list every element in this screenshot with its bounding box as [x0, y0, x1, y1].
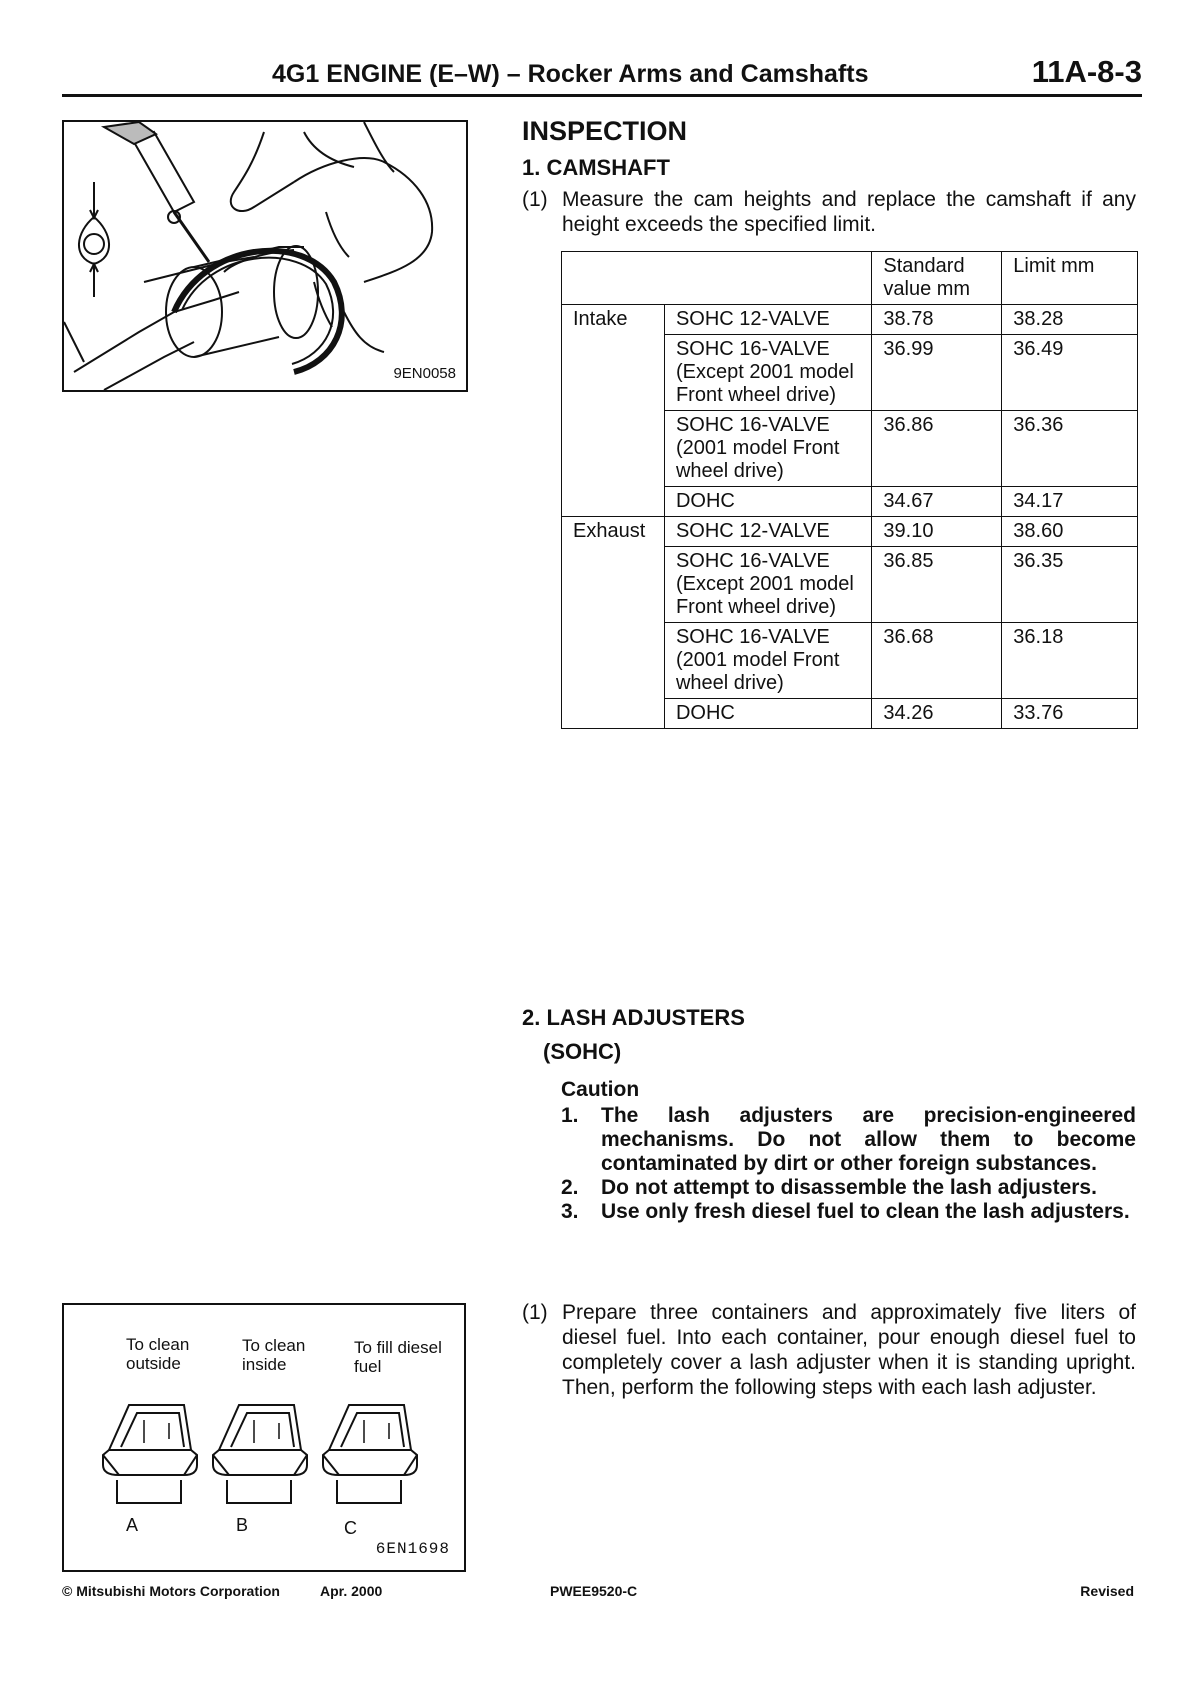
step-number: (1) [522, 188, 548, 211]
table-header-limit: Limit mm [1002, 252, 1138, 305]
table-row [562, 305, 1138, 335]
step-text: Prepare three containers and approximately five liters of diesel fuel. Into each container, pour enough diesel fuel to completely cover a lash adjuster when it is standing upright. Then, perform the following steps with each lash adjuster. [562, 1301, 1136, 1399]
cell-standard: 36.99 [872, 335, 1002, 411]
cell-type: SOHC 12-VALVE [664, 517, 871, 547]
cell-limit: 36.35 [1002, 547, 1138, 623]
footer-status: Revised [1080, 1583, 1134, 1599]
caution-item [561, 1176, 1136, 1200]
cell-standard: 36.85 [872, 547, 1002, 623]
footer-doc-number: PWEE9520-C [550, 1583, 638, 1599]
caution-title: Caution [561, 1078, 640, 1101]
cell-type: SOHC 16-VALVE (Except 2001 model Front wheel drive) [664, 335, 871, 411]
page-title: 4G1 ENGINE (E–W) – Rocker Arms and Camshafts [272, 60, 869, 88]
camshaft-heading: 1. CAMSHAFT [522, 155, 670, 180]
lash-adjusters-subheading: (SOHC) [543, 1039, 622, 1064]
caution-text: Do not attempt to disassemble the lash adjusters. [601, 1176, 1097, 1199]
tray-letter-c: C [344, 1518, 357, 1538]
cell-limit: 33.76 [1002, 699, 1138, 729]
cell-type: DOHC [664, 487, 871, 517]
caution-number: 2. [561, 1176, 579, 1199]
cell-limit: 36.36 [1002, 411, 1138, 487]
cell-type: DOHC [664, 699, 871, 729]
cell-standard: 36.86 [872, 411, 1002, 487]
cam-height-table [561, 251, 1138, 729]
step-number: (1) [522, 1301, 548, 1324]
caution-text: Use only fresh diesel fuel to clean the lash adjusters. [601, 1200, 1130, 1223]
cell-limit: 38.28 [1002, 305, 1138, 335]
cell-limit: 36.18 [1002, 623, 1138, 699]
cell-standard: 36.68 [872, 623, 1002, 699]
figure-code: 9EN0058 [393, 365, 456, 382]
cell-standard: 34.26 [872, 699, 1002, 729]
page-number: 11A-8-3 [1031, 54, 1142, 89]
row-group-intake: Intake [562, 305, 665, 517]
camshaft-measurement-figure [62, 120, 468, 392]
footer-date: Apr. 2000 [320, 1583, 383, 1599]
table-row [562, 517, 1138, 547]
cell-standard: 38.78 [872, 305, 1002, 335]
figure-code: 6EN1698 [375, 1540, 450, 1558]
caution-number: 1. [561, 1104, 579, 1127]
cell-type: SOHC 16-VALVE (2001 model Front wheel drive) [664, 411, 871, 487]
containers-figure [62, 1303, 466, 1572]
camshaft-step-1 [522, 187, 1136, 237]
row-group-exhaust: Exhaust [562, 517, 665, 729]
tray-label-inside: To clean inside [242, 1336, 306, 1374]
tray-letter-b: B [236, 1515, 249, 1535]
caution-item [561, 1104, 1136, 1176]
step-text: Measure the cam heights and replace the camshaft if any height exceeds the specified limit. [562, 188, 1136, 236]
cell-type: SOHC 12-VALVE [664, 305, 871, 335]
tray-letter-a: A [126, 1515, 139, 1535]
cell-standard: 39.10 [872, 517, 1002, 547]
cell-type: SOHC 16-VALVE (2001 model Front wheel drive) [664, 623, 871, 699]
cell-limit: 34.17 [1002, 487, 1138, 517]
cell-standard: 34.67 [872, 487, 1002, 517]
table-header-row [562, 252, 1138, 305]
cell-type: SOHC 16-VALVE (Except 2001 model Front wheel drive) [664, 547, 871, 623]
containers-illustration [64, 1305, 464, 1570]
tray-label-outside: To clean outside [126, 1335, 190, 1373]
table-header-standard: Standard value mm [872, 252, 1002, 305]
caution-text: The lash adjusters are precision-engineered mechanisms. Do not allow them to become contaminated by dirt or other foreign substances. [601, 1104, 1136, 1175]
cell-limit: 38.60 [1002, 517, 1138, 547]
caution-block [561, 1078, 1136, 1224]
caution-number: 3. [561, 1200, 579, 1223]
footer-copyright: © Mitsubishi Motors Corporation [62, 1583, 280, 1599]
caution-item [561, 1200, 1136, 1224]
lash-adjusters-heading: 2. LASH ADJUSTERS [522, 1005, 745, 1030]
section-title-inspection: INSPECTION [522, 116, 688, 146]
page-header [62, 54, 1142, 97]
cell-limit: 36.49 [1002, 335, 1138, 411]
micrometer-illustration [64, 122, 466, 390]
table-header-blank [562, 252, 872, 305]
lash-step-1 [522, 1300, 1136, 1400]
tray-label-fill: To fill diesel fuel [354, 1338, 442, 1376]
